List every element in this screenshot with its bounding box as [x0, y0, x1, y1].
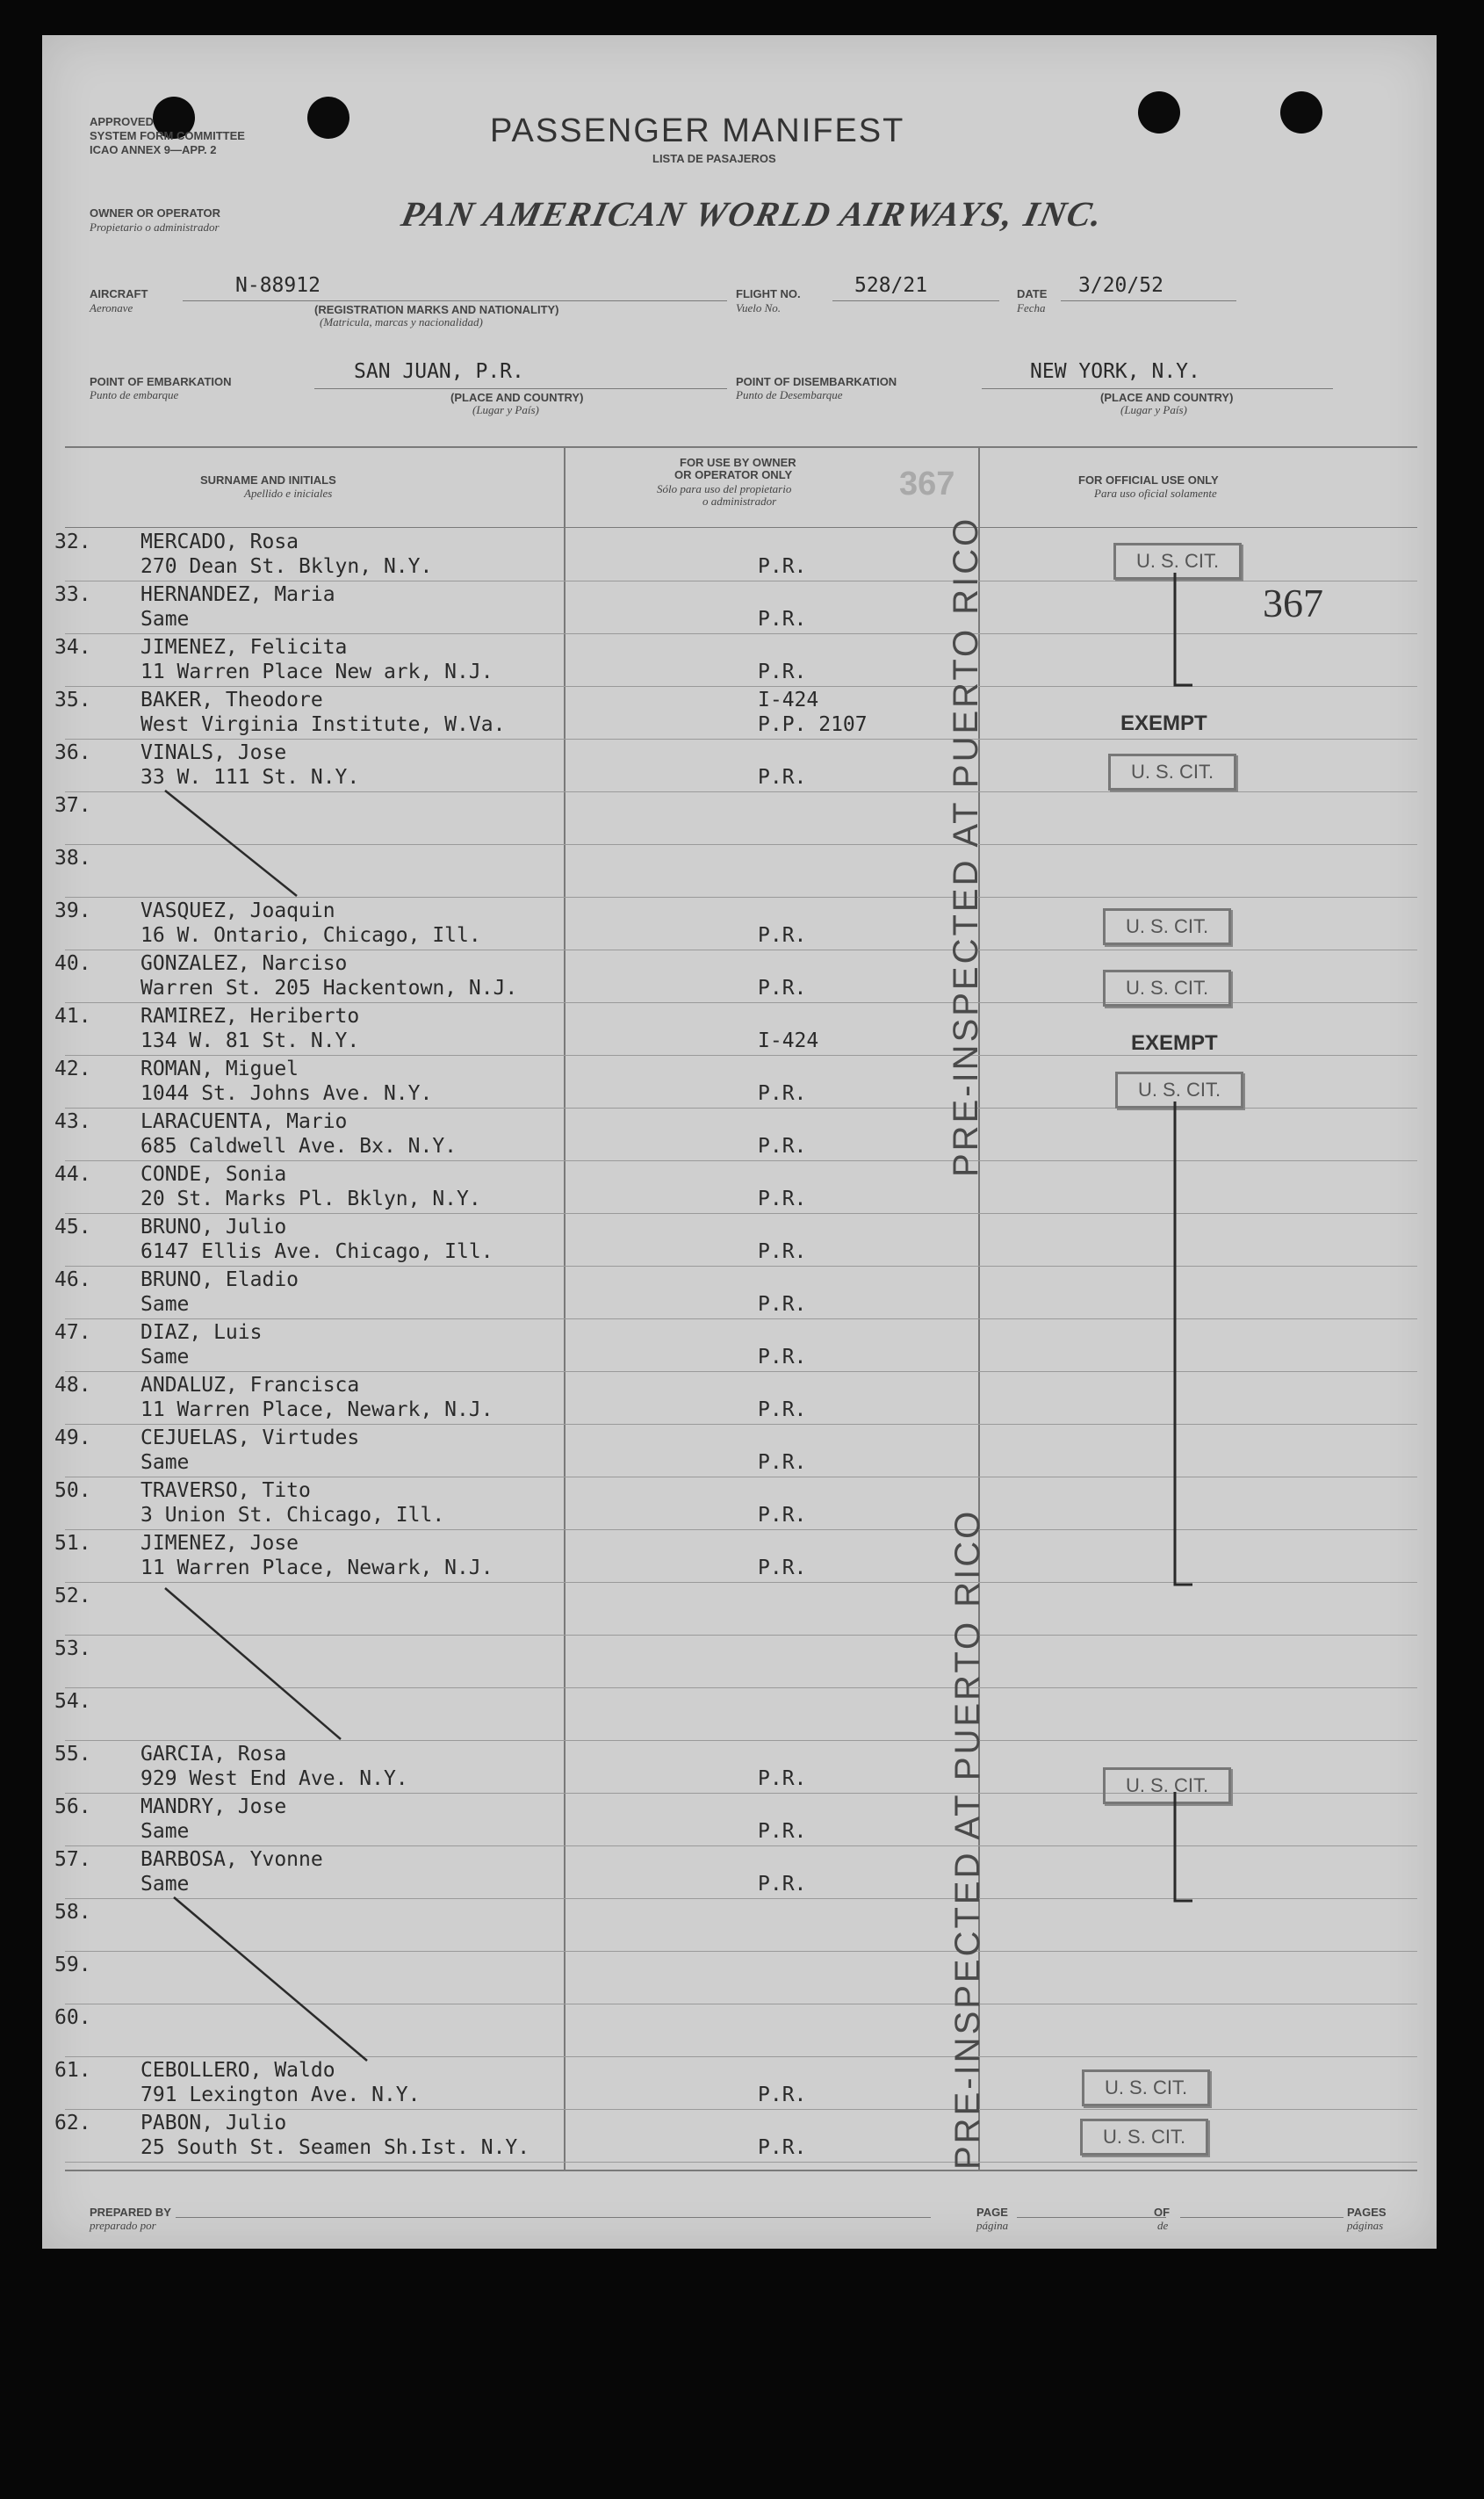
passenger-address: Same: [140, 1293, 190, 1316]
passenger-name: CEBOLLERO, Waldo: [140, 2059, 335, 2082]
icao-label: ICAO ANNEX 9—APP. 2: [90, 143, 217, 156]
row-number: 60.: [54, 2006, 91, 2029]
page-label-es: página: [976, 2219, 1009, 2232]
passenger-address: Same: [140, 608, 190, 631]
preinspected-stamp: PRE-INSPECTED AT PUERTO RICO: [947, 516, 985, 1177]
page-number-stamp: 367: [899, 466, 955, 502]
embarkation-value: SAN JUAN, P.R.: [354, 360, 524, 383]
row-number: 52.: [54, 1585, 91, 1607]
binder-hole: [1138, 91, 1180, 134]
of-label: OF: [1154, 2206, 1171, 2219]
document-note-2: P.R.: [758, 1398, 807, 1421]
table-row: [42, 792, 1437, 845]
passenger-address: Same: [140, 1451, 190, 1474]
row-number: 54.: [54, 1690, 91, 1713]
passenger-address: 11 Warren Place New ark, N.J.: [140, 661, 493, 683]
passenger-address: Same: [140, 1346, 190, 1369]
disembarkation-place-note-es: (Lugar y País): [1120, 403, 1187, 416]
of-label-es: de: [1157, 2219, 1169, 2232]
document-note-2: P.R.: [758, 2136, 807, 2159]
row-number: 38.: [54, 847, 91, 870]
embarkation-underline: [314, 388, 727, 389]
disembarkation-place-note: (PLACE AND COUNTRY): [1100, 391, 1234, 404]
table-bottom-border: [65, 2170, 1417, 2171]
passenger-address: Same: [140, 1873, 190, 1896]
document-note-1: I-424: [758, 689, 819, 711]
row-number: 39.: [54, 899, 91, 922]
table-row: [42, 1636, 1437, 1688]
passenger-name: RAMIREZ, Heriberto: [140, 1005, 360, 1028]
aircraft-label: AIRCRAFT: [90, 287, 148, 300]
passenger-address: 3 Union St. Chicago, Ill.: [140, 1504, 445, 1527]
approved-label: APPROVED: [90, 115, 154, 128]
document-note-2: P.R.: [758, 924, 807, 947]
document-note-2: P.R.: [758, 1767, 807, 1790]
document-note-2: P.R.: [758, 1188, 807, 1210]
passenger-name: BARBOSA, Yvonne: [140, 1848, 323, 1871]
passenger-name: MANDRY, Jose: [140, 1795, 287, 1818]
row-number: 48.: [54, 1374, 91, 1397]
us-cit-stamp: U. S. CIT.: [1115, 1072, 1243, 1109]
passenger-name: HERNANDEZ, Maria: [140, 583, 335, 606]
prepared-by-label: PREPARED BY: [90, 2206, 171, 2219]
row-number: 41.: [54, 1005, 91, 1028]
us-cit-stamp: U. S. CIT.: [1080, 2119, 1208, 2156]
row-number: 61.: [54, 2059, 91, 2082]
us-cit-stamp: U. S. CIT.: [1082, 2069, 1210, 2106]
passenger-name: MERCADO, Rosa: [140, 531, 299, 553]
date-label-es: Fecha: [1017, 301, 1046, 314]
disembarkation-value: NEW YORK, N.Y.: [1030, 360, 1200, 383]
passenger-name: CEJUELAS, Virtudes: [140, 1426, 360, 1449]
embarkation-place-note-es: (Lugar y País): [472, 403, 539, 416]
passenger-name: BRUNO, Eladio: [140, 1268, 299, 1291]
document-note-2: P.R.: [758, 1240, 807, 1263]
passenger-address: 25 South St. Seamen Sh.Ist. N.Y.: [140, 2136, 530, 2159]
registration-note: (REGISTRATION MARKS AND NATIONALITY): [314, 303, 559, 316]
passenger-address: 6147 Ellis Ave. Chicago, Ill.: [140, 1240, 493, 1263]
table-row: [42, 1267, 1437, 1319]
preinspected-stamp: PRE-INSPECTED AT PUERTO RICO: [948, 1508, 987, 2170]
page-subtitle: LISTA DE PASAJEROS: [652, 152, 776, 165]
table-row: [42, 1583, 1437, 1636]
owner-name: PAN AMERICAN WORLD AIRWAYS, INC.: [398, 194, 1108, 234]
document-note-2: P.R.: [758, 1346, 807, 1369]
disembarkation-underline: [982, 388, 1333, 389]
passenger-address: Warren St. 205 Hackentown, N.J.: [140, 977, 518, 1000]
table-row: [42, 1846, 1437, 1899]
date-value: 3/20/52: [1078, 274, 1163, 297]
page-line: [1017, 2217, 1166, 2218]
committee-label: SYSTEM FORM COMMITTEE: [90, 129, 245, 142]
table-row: [42, 1161, 1437, 1214]
document-note-2: P.R.: [758, 1504, 807, 1527]
owner-label: OWNER OR OPERATOR: [90, 206, 221, 220]
row-number: 57.: [54, 1848, 91, 1871]
table-row: [42, 1477, 1437, 1530]
flight-label: FLIGHT NO.: [736, 287, 801, 300]
table-row: [42, 2057, 1437, 2110]
table-row: [42, 1425, 1437, 1477]
row-number: 37.: [54, 794, 91, 817]
column-header-owner-use: FOR USE BY OWNER: [680, 456, 796, 469]
flight-value: 528/21: [854, 274, 928, 297]
document-note-2: P.R.: [758, 555, 807, 578]
column-header-owner-use-es: Sólo para uso del propietario: [657, 482, 792, 495]
row-number: 33.: [54, 583, 91, 606]
document-note-2: P.R.: [758, 1556, 807, 1579]
row-number: 32.: [54, 531, 91, 553]
table-row: [42, 1952, 1437, 2004]
document-note-2: P.R.: [758, 1135, 807, 1158]
row-number: 45.: [54, 1216, 91, 1239]
document-note-2: P.R.: [758, 1082, 807, 1105]
row-number: 42.: [54, 1058, 91, 1080]
flight-label-es: Vuelo No.: [736, 301, 782, 314]
embarkation-label-es: Punto de embarque: [90, 388, 179, 401]
table-row: [42, 845, 1437, 898]
page-label: PAGE: [976, 2206, 1008, 2219]
us-cit-stamp: U. S. CIT.: [1113, 543, 1242, 580]
table-row: [42, 1003, 1437, 1056]
document-note-2: P.R.: [758, 608, 807, 631]
passenger-name: BRUNO, Julio: [140, 1216, 287, 1239]
passenger-name: JIMENEZ, Jose: [140, 1532, 299, 1555]
document-note-2: P.R.: [758, 1873, 807, 1896]
us-cit-stamp: U. S. CIT.: [1108, 754, 1236, 791]
exempt-stamp: EXEMPT: [1120, 711, 1207, 735]
passenger-name: JIMENEZ, Felicita: [140, 636, 348, 659]
disembarkation-label-es: Punto de Desembarque: [736, 388, 843, 401]
passenger-name: GONZALEZ, Narciso: [140, 952, 348, 975]
binder-hole: [307, 97, 349, 139]
passenger-name: BAKER, Theodore: [140, 689, 323, 711]
passenger-name: ROMAN, Miguel: [140, 1058, 299, 1080]
column-header-surname: SURNAME AND INITIALS: [200, 473, 336, 487]
passenger-address: 11 Warren Place, Newark, N.J.: [140, 1398, 493, 1421]
passenger-address: 1044 St. Johns Ave. N.Y.: [140, 1082, 433, 1105]
passenger-name: ANDALUZ, Francisca: [140, 1374, 360, 1397]
row-number: 36.: [54, 741, 91, 764]
document-note-2: P.R.: [758, 1293, 807, 1316]
aircraft-value: N-88912: [235, 274, 321, 297]
document-note-2: P.R.: [758, 977, 807, 1000]
table-row: [42, 1688, 1437, 1741]
column-header-official-use-es: Para uso oficial solamente: [1094, 487, 1217, 500]
table-row: [42, 634, 1437, 687]
table-header-divider: [65, 527, 1417, 528]
document-note-2: P.R.: [758, 1451, 807, 1474]
document-note-2: P.R.: [758, 766, 807, 789]
table-row: [42, 2110, 1437, 2163]
row-number: 58.: [54, 1901, 91, 1924]
document-note-2: P.R.: [758, 2084, 807, 2106]
document-note-2: I-424: [758, 1029, 819, 1052]
pages-label: PAGES: [1347, 2206, 1387, 2219]
table-row: [42, 1214, 1437, 1267]
row-number: 49.: [54, 1426, 91, 1449]
table-row: [42, 687, 1437, 740]
exempt-stamp: EXEMPT: [1131, 1031, 1218, 1055]
row-number: 59.: [54, 1954, 91, 1976]
aircraft-underline: [183, 300, 727, 301]
table-row: [42, 1372, 1437, 1425]
row-divider: [65, 2162, 1417, 2163]
us-cit-stamp: U. S. CIT.: [1103, 908, 1231, 945]
flight-underline: [832, 300, 999, 301]
table-row: [42, 1109, 1437, 1161]
passenger-name: GARCIA, Rosa: [140, 1743, 287, 1766]
row-number: 51.: [54, 1532, 91, 1555]
row-number: 47.: [54, 1321, 91, 1344]
column-header-surname-es: Apellido e iniciales: [244, 487, 333, 500]
pages-label-es: páginas: [1347, 2219, 1384, 2232]
table-row: [42, 581, 1437, 634]
column-header-official-use: FOR OFFICIAL USE ONLY: [1078, 473, 1219, 487]
passenger-address: 33 W. 111 St. N.Y.: [140, 766, 360, 789]
passenger-address: Same: [140, 1820, 190, 1843]
table-row: [42, 2004, 1437, 2057]
owner-label-es: Propietario o administrador: [90, 220, 220, 234]
document-note-2: P.R.: [758, 661, 807, 683]
aircraft-label-es: Aeronave: [90, 301, 133, 314]
passenger-name: TRAVERSO, Tito: [140, 1479, 311, 1502]
manifest-page: [42, 35, 1437, 2249]
us-cit-stamp: U. S. CIT.: [1103, 1767, 1231, 1804]
embarkation-label: POINT OF EMBARKATION: [90, 375, 232, 388]
passenger-name: PABON, Julio: [140, 2112, 287, 2134]
row-number: 35.: [54, 689, 91, 711]
passenger-name: CONDE, Sonia: [140, 1163, 287, 1186]
row-number: 55.: [54, 1743, 91, 1766]
document-note-2: P.P. 2107: [758, 713, 868, 736]
passenger-address: 270 Dean St. Bklyn, N.Y.: [140, 555, 433, 578]
of-line: [1180, 2217, 1344, 2218]
passenger-name: VINALS, Jose: [140, 741, 287, 764]
date-underline: [1061, 300, 1236, 301]
us-cit-stamp: U. S. CIT.: [1103, 970, 1231, 1007]
passenger-address: 11 Warren Place, Newark, N.J.: [140, 1556, 493, 1579]
row-number: 62.: [54, 2112, 91, 2134]
passenger-name: LARACUENTA, Mario: [140, 1110, 348, 1133]
column-header-owner-use-2: OR OPERATOR ONLY: [674, 468, 793, 481]
date-label: DATE: [1017, 287, 1048, 300]
row-number: 44.: [54, 1163, 91, 1186]
passenger-address: 929 West End Ave. N.Y.: [140, 1767, 408, 1790]
registration-note-es: (Matricula, marcas y nacionalidad): [320, 315, 483, 329]
prepared-by-label-es: preparado por: [90, 2219, 156, 2232]
passenger-address: 685 Caldwell Ave. Bx. N.Y.: [140, 1135, 457, 1158]
document-note-2: P.R.: [758, 1820, 807, 1843]
passenger-address: 791 Lexington Ave. N.Y.: [140, 2084, 421, 2106]
disembarkation-label: POINT OF DISEMBARKATION: [736, 375, 897, 388]
row-number: 50.: [54, 1479, 91, 1502]
passenger-address: 20 St. Marks Pl. Bklyn, N.Y.: [140, 1188, 481, 1210]
column-header-owner-use-es-2: o administrador: [702, 495, 777, 508]
passenger-name: DIAZ, Luis: [140, 1321, 263, 1344]
passenger-address: 16 W. Ontario, Chicago, Ill.: [140, 924, 481, 947]
handwritten-count: 367: [1263, 581, 1323, 625]
row-number: 34.: [54, 636, 91, 659]
row-number: 56.: [54, 1795, 91, 1818]
passenger-address: West Virginia Institute, W.Va.: [140, 713, 506, 736]
table-row: [42, 1899, 1437, 1952]
page-title: PASSENGER MANIFEST: [490, 112, 905, 149]
passenger-address: 134 W. 81 St. N.Y.: [140, 1029, 360, 1052]
row-number: 46.: [54, 1268, 91, 1291]
row-number: 43.: [54, 1110, 91, 1133]
table-row: [42, 1319, 1437, 1372]
table-row: [42, 1530, 1437, 1583]
prepared-by-line: [176, 2217, 931, 2218]
embarkation-place-note: (PLACE AND COUNTRY): [450, 391, 584, 404]
passenger-name: VASQUEZ, Joaquin: [140, 899, 335, 922]
row-number: 53.: [54, 1637, 91, 1660]
table-top-border: [65, 446, 1417, 448]
row-number: 40.: [54, 952, 91, 975]
binder-hole: [1280, 91, 1322, 134]
